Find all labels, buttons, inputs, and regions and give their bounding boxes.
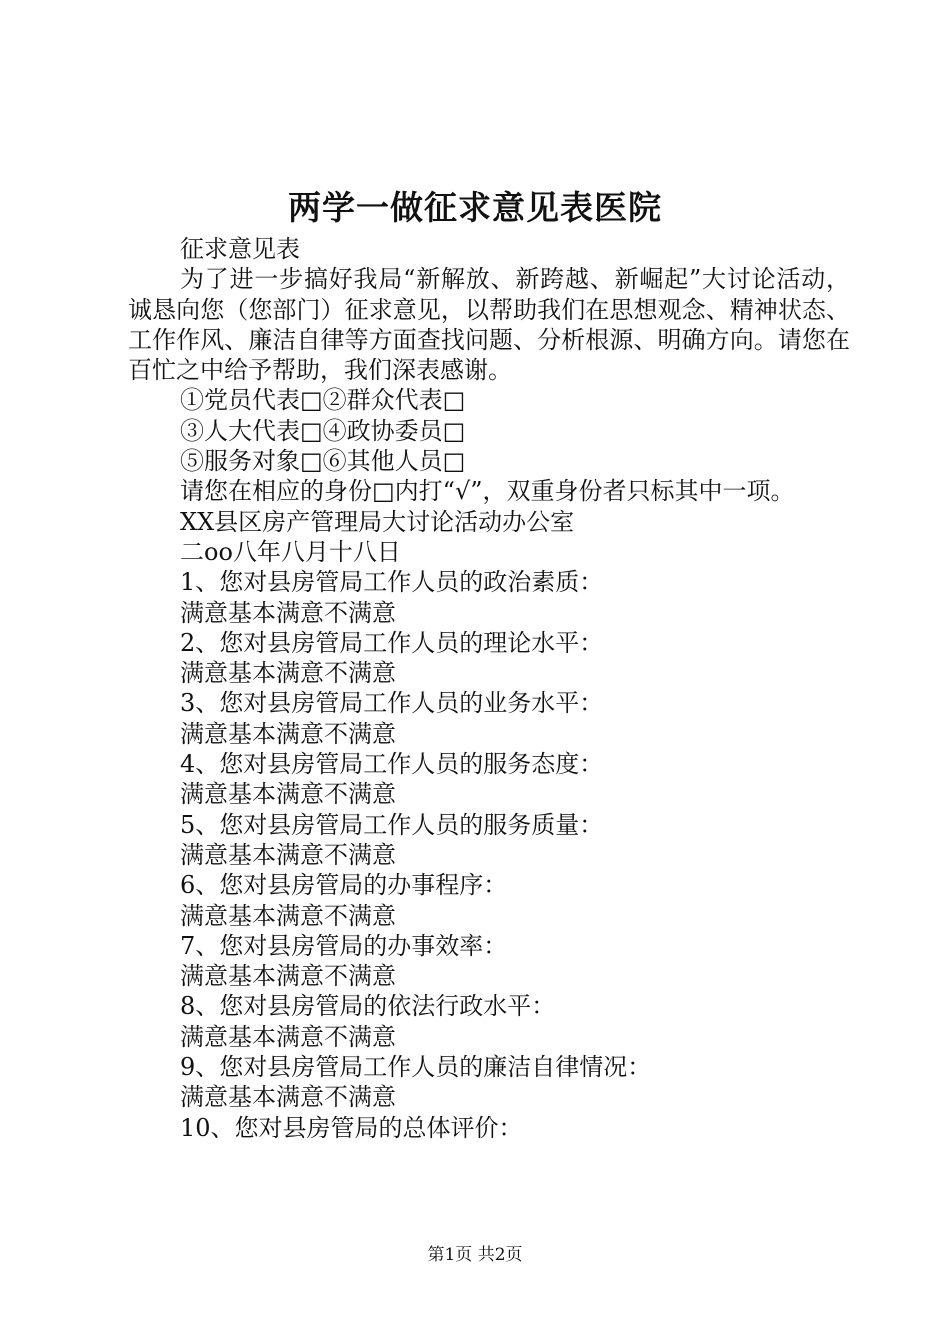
question-options: 满意基本满意不满意 <box>180 719 396 748</box>
question-text: 10、您对县房管局的总体评价： <box>180 1113 523 1142</box>
document-body <box>128 234 850 1143</box>
question-text: 9、您对县房管局工作人员的廉洁自律情况： <box>180 1053 652 1082</box>
question-text: 7、您对县房管局的办事效率： <box>180 931 508 960</box>
organization-name: XX县区房产管理局大讨论活动办公室 <box>180 507 575 536</box>
document-date: 二oo八年八月十八日 <box>180 537 401 566</box>
document-title: 两学一做征求意见表医院 <box>288 188 662 227</box>
question-options: 满意基本满意不满意 <box>180 659 396 688</box>
question-options: 满意基本满意不满意 <box>180 598 396 627</box>
page-footer: 第1页 共2页 <box>427 1245 523 1265</box>
question-text: 6、您对县房管局的办事程序： <box>180 871 508 900</box>
identity-option-row: ③人大代表□④政协委员□ <box>180 416 466 445</box>
question-options: 满意基本满意不满意 <box>180 780 396 809</box>
question-text: 2、您对县房管局工作人员的理论水平： <box>180 628 604 657</box>
question-options: 满意基本满意不满意 <box>180 962 396 991</box>
identity-option-row: ⑤服务对象□⑥其他人员□ <box>180 447 466 476</box>
question-options: 满意基本满意不满意 <box>180 901 396 930</box>
question-text: 1、您对县房管局工作人员的政治素质： <box>180 568 604 597</box>
identity-option-row: ①党员代表□②群众代表□ <box>180 386 466 415</box>
question-text: 5、您对县房管局工作人员的服务质量： <box>180 810 604 839</box>
question-text: 3、您对县房管局工作人员的业务水平： <box>180 689 604 718</box>
question-options: 满意基本满意不满意 <box>180 840 396 869</box>
form-subtitle: 征求意见表 <box>180 235 300 263</box>
question-options: 满意基本满意不满意 <box>180 1022 396 1051</box>
instruction-paragraph: 请您在相应的身份□内打“√”，双重身份者只标其中一项。 <box>180 477 795 506</box>
intro-paragraph: 为了进一步搞好我局“新解放、新跨越、新崛起”大讨论活动，诚恳向您（您部门）征求意见，以帮助我们在思想观念、精神状态、工作作风、廉洁自律等方面查找问题、分析根源、明确方向。请您在百忙之中给予帮助，我们深表感谢。 <box>128 265 850 385</box>
question-options: 满意基本满意不满意 <box>180 1083 396 1112</box>
question-text: 8、您对县房管局的依法行政水平： <box>180 992 556 1021</box>
question-text: 4、您对县房管局工作人员的服务态度： <box>180 750 604 779</box>
